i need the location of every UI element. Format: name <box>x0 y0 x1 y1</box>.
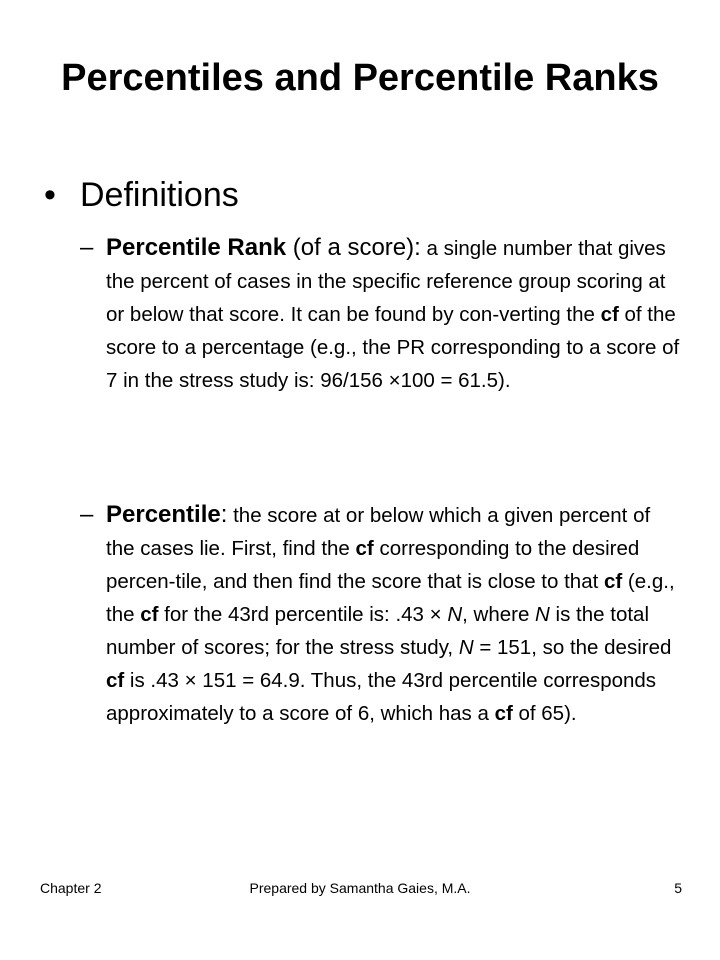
bullet-definitions <box>44 176 239 215</box>
text-segment: = 151, so the desired <box>473 636 672 659</box>
term-cf: cf <box>106 669 125 692</box>
footer-author: Prepared by Samantha Gaies, M.A. <box>249 880 471 896</box>
bullet-text: Definitions <box>80 176 239 214</box>
footer-chapter: Chapter 2 <box>40 880 102 896</box>
definition-text <box>106 231 680 397</box>
dash-icon: – <box>80 501 94 528</box>
text-segment: of the score to a percentage (e.g., the PR corresponding to a score of 7 in the stress study is: 96/156 ×100 = 61.5). <box>106 303 680 392</box>
text-segment: is the total number of scores; for the stress study, <box>106 603 649 659</box>
definition-term: Percentile <box>106 501 221 528</box>
term-cf: cf <box>494 702 513 725</box>
text-segment: (e.g., the <box>106 570 675 626</box>
text-segment: a single number that gives the percent of cases in the specific reference group scoring at or below that score. It can be found by con-verting the <box>106 237 666 326</box>
term-n: N <box>535 603 550 626</box>
term-cf: cf <box>600 303 619 326</box>
footer-page-number: 5 <box>674 880 682 896</box>
term-n: N <box>458 636 474 659</box>
text-segment: , where <box>462 603 536 626</box>
dash-icon: – <box>80 234 94 261</box>
definition-text <box>106 498 680 730</box>
term-cf: cf <box>355 537 374 560</box>
definition-percentile <box>80 498 680 730</box>
text-segment: for the 43rd percentile is: .43 × <box>158 603 448 626</box>
term-cf: cf <box>140 603 159 626</box>
text-segment: corresponding to the desired percen-tile, and then find the score that is close to that <box>106 537 640 593</box>
text-segment: of 65). <box>512 702 577 725</box>
term-n: N <box>447 603 463 626</box>
definition-term-suffix: : <box>220 501 228 528</box>
definition-term: Percentile Rank <box>106 234 287 261</box>
term-cf: cf <box>604 570 623 593</box>
definition-term-suffix: (of a score): <box>286 234 421 261</box>
bullet-icon: • <box>44 176 56 214</box>
slide-title: Percentiles and Percentile Ranks <box>61 57 659 99</box>
text-segment: is .43 × 151 = 64.9. Thus, the 43rd percentile corresponds approximately to a score of 6, which has a <box>106 669 657 725</box>
text-segment: the score at or below which a given percent of the cases lie. First, find the <box>106 504 651 560</box>
definition-percentile-rank <box>80 231 680 397</box>
